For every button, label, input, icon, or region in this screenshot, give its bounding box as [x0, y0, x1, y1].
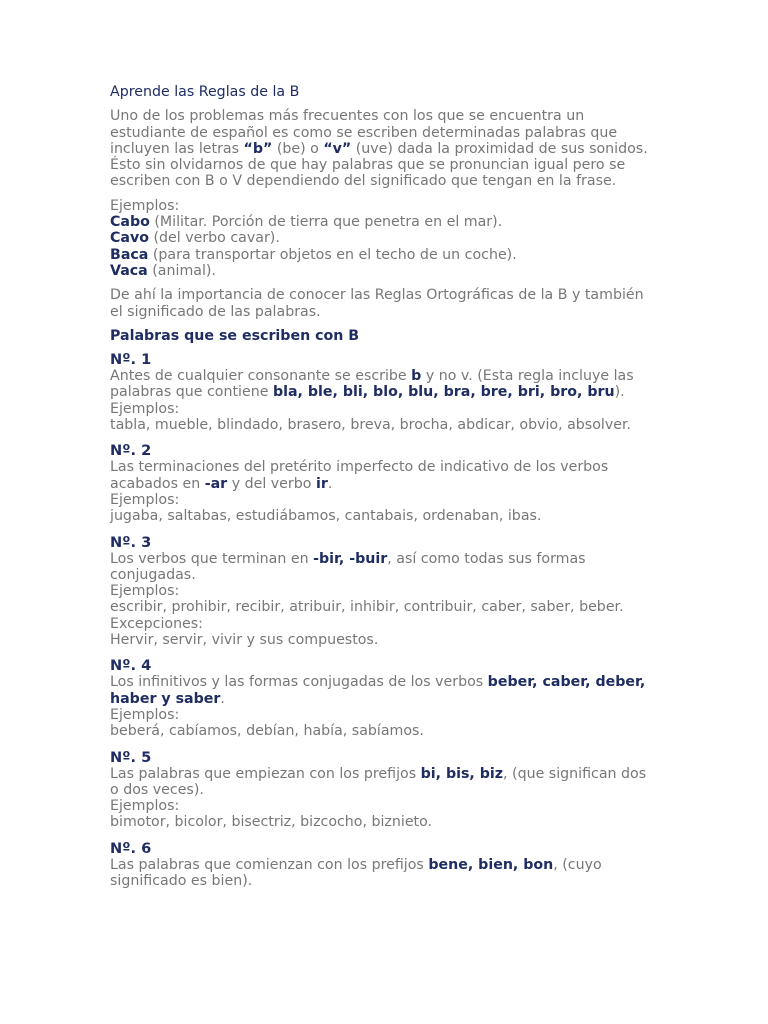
rule-3: [110, 534, 658, 649]
rule-text-part: Las palabras que empiezan con los prefijos: [110, 765, 421, 782]
rule-number: Nº. 5: [110, 748, 152, 766]
letter-b: “b”: [243, 140, 273, 157]
example-desc: (del verbo cavar).: [148, 230, 280, 247]
rule-text-part: , así como todas sus formas conjugadas.: [110, 550, 586, 583]
rule-text-part: Antes de cualquier consonante se escribe: [110, 368, 412, 385]
examples-block: [110, 198, 658, 279]
examples-list: tabla, mueble, blindado, brasero, breva, brocha, abdicar, obvio, absolver.: [110, 417, 631, 434]
rule-text-part: Los infinitivos y las formas conjugadas de los verbos: [110, 674, 488, 691]
rule-text-part: Las terminaciones del pretérito imperfecto de indicativo de los verbos acabados en: [110, 459, 609, 492]
example-word: Vaca: [110, 262, 148, 279]
example-word: Baca: [110, 246, 149, 263]
rule-highlight: beber, caber, deber, haber y saber: [110, 674, 646, 707]
example-item: [110, 247, 658, 263]
examples-label: Ejemplos:: [110, 798, 180, 815]
rule-text: [110, 857, 658, 890]
rule-highlight: -ar: [204, 475, 228, 492]
rule-text-part: , (que significan dos o dos veces).: [110, 765, 647, 798]
example-desc: (para transportar objetos en el techo de un coche).: [148, 246, 517, 263]
rule-number: Nº. 3: [110, 533, 152, 551]
examples-list: bimotor, bicolor, bisectriz, bizcocho, biznieto.: [110, 814, 433, 831]
rule-number: Nº. 4: [110, 657, 152, 675]
rule-highlight: bi, bis, biz: [420, 765, 504, 782]
intro-paragraph: [110, 108, 658, 189]
rule-6: [110, 840, 658, 890]
rule-text: [110, 674, 658, 707]
rule-number: Nº. 2: [110, 442, 152, 460]
examples-label: Ejemplos:: [110, 706, 180, 723]
rule-text-part: y del verbo: [227, 475, 316, 492]
rule-5: [110, 749, 658, 831]
rule-text-part: y no v. (Esta regla incluye las palabras que contiene: [110, 368, 634, 401]
rule-highlight: -bir, -buir: [313, 550, 388, 567]
rule-4: [110, 657, 658, 739]
rule-text-part: , (cuyo significado es bien).: [110, 856, 602, 889]
page-title: Aprende las Reglas de la B: [110, 84, 300, 100]
rule-highlight: b: [411, 368, 422, 385]
rule-1: [110, 351, 658, 433]
rule-text-part: Los verbos que terminan en: [110, 550, 314, 567]
letter-v: “v”: [323, 140, 352, 157]
importance-paragraph: De ahí la importancia de conocer las Reglas Ortográficas de la B y también el significado de las palabras.: [110, 287, 644, 320]
example-item: [110, 230, 658, 246]
examples-label: Ejemplos:: [110, 400, 180, 417]
exceptions-list: Hervir, servir, vivir y sus compuestos.: [110, 632, 379, 649]
rule-2: [110, 442, 658, 524]
intro-text: Uno de los problemas más frecuentes con los que se encuentra un estudiante de español es como se escriben determinadas palabras que incluyen las letras: [110, 108, 618, 157]
rule-text-part: ).: [614, 384, 625, 401]
rule-text: [110, 766, 658, 799]
section-heading: Palabras que se escriben con B: [110, 327, 360, 344]
rule-text-part: .: [327, 475, 333, 492]
examples-label: Ejemplos:: [110, 491, 180, 508]
example-desc: (animal).: [147, 262, 216, 279]
examples-list: beberá, cabíamos, debían, había, sabíamos.: [110, 723, 424, 740]
rule-highlight: bene, bien, bon: [428, 856, 554, 873]
document-content: [110, 84, 658, 898]
rule-text-part: Las palabras que comienzan con los prefijos: [110, 856, 429, 873]
rule-text-part: .: [220, 690, 225, 707]
rule-highlight: ir: [315, 475, 328, 492]
example-item: [110, 263, 658, 279]
example-item: [110, 214, 658, 230]
rule-highlight: bla, ble, bli, blo, blu, bra, bre, bri, bro, bru: [272, 384, 615, 401]
intro-text: (uve) dada la proximidad de sus sonidos. Ésto sin olvidarnos de que hay palabras que se pronuncian igual pero se escriben con B o V dependiendo del significado que tengan en la frase.: [110, 140, 648, 190]
example-word: Cavo: [110, 230, 149, 247]
rule-text: [110, 459, 658, 492]
examples-label: Ejemplos:: [110, 197, 180, 214]
example-desc: (Militar. Porción de tierra que penetra en el mar).: [149, 214, 503, 231]
rule-number: Nº. 6: [110, 839, 152, 857]
rule-number: Nº. 1: [110, 351, 152, 369]
rule-text: [110, 551, 658, 584]
rule-text: [110, 368, 658, 401]
examples-list: jugaba, saltabas, estudiábamos, cantabais, ordenaban, ibas.: [110, 508, 542, 525]
exceptions-label: Excepciones:: [110, 615, 203, 632]
example-word: Cabo: [110, 214, 150, 231]
examples-list: escribir, prohibir, recibir, atribuir, inhibir, contribuir, caber, saber, beber.: [110, 599, 624, 616]
intro-text: (be) o: [272, 140, 324, 157]
examples-label: Ejemplos:: [110, 583, 180, 600]
